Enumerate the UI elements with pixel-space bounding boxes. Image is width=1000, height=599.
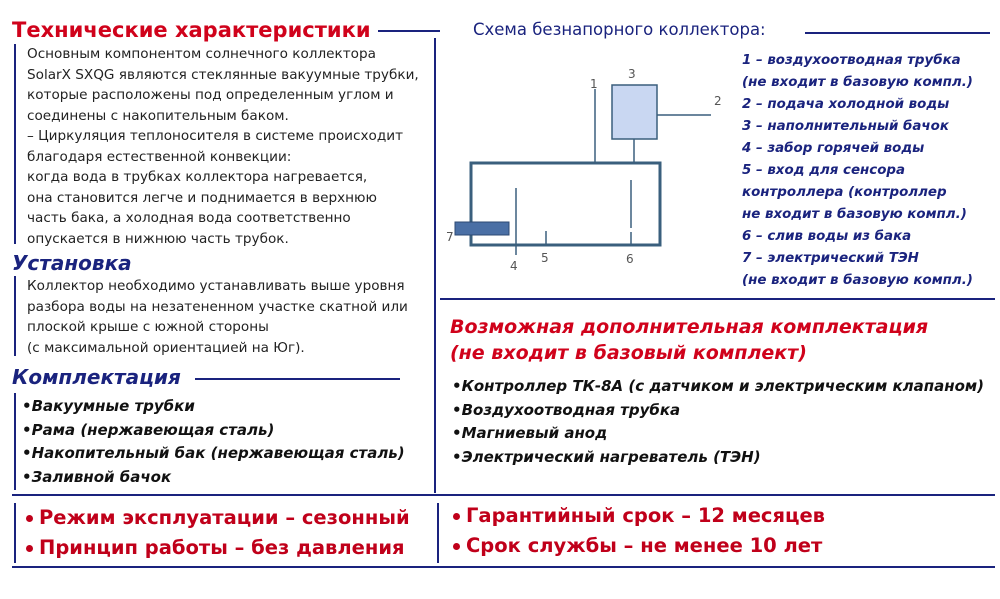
bullet-icon [453,513,460,520]
divider [14,276,16,356]
text-line: плоской крыше с южной стороны [27,319,269,335]
kit-title: Комплектация [12,365,181,389]
footer-item: Срок службы – не менее 10 лет [453,531,825,561]
list-item: •Накопительный бак (нержавеющая сталь) [22,444,405,462]
text-line: когда вода в трубках коллектора нагревается, [27,169,368,185]
footer-item: Принцип работы – без давления [26,533,410,563]
kit-list [22,395,432,489]
list-item: •Вакуумные трубки [22,397,195,415]
bottom-divider [12,566,995,568]
heating-element [455,222,509,235]
footer-right [453,501,825,561]
text-line: – Циркуляция теплоносителя в системе происходит [27,128,403,144]
legend-item: 1 – воздухоотводная трубка [742,53,961,68]
list-item: •Рама (нержавеющая сталь) [22,420,275,439]
extra-title-line: (не входит в базовый комплект) [450,342,807,364]
text-line: SolarX SXQG являются стеклянные вакуумные трубки, [27,66,419,83]
divider [195,378,400,380]
divider [378,30,440,32]
footer-item: Гарантийный срок – 12 месяцев [453,501,825,531]
label-3: 3 [628,67,636,81]
divider [14,393,16,490]
divider [805,32,990,34]
text-line: часть бака, а холодная вода соответственно [27,210,351,226]
tech-description [27,44,437,249]
filler-tank [612,85,657,139]
install-title: Установка [12,251,132,275]
text-line: соединены с накопительным баком. [27,107,289,124]
text-line: благодаря естественной конвекции: [27,148,292,165]
divider [437,503,439,563]
text-line: (с максимальной ориентацией на Юг). [27,339,305,356]
list-item: •Контроллер ТК-8А (с датчиком и электрическим клапаном) [452,377,985,395]
legend-item: не входит в базовую компл.) [742,207,967,222]
bullet-icon [26,515,33,522]
label-6: 6 [626,252,634,266]
legend-item: 2 – подача холодной воды [742,97,950,112]
legend-item: 3 – наполнительный бачок [742,119,949,134]
list-item: •Магниевый анод [452,424,608,442]
footer-item: Режим эксплуатации – сезонный [26,503,410,533]
label-7: 7 [446,230,454,244]
bullet-icon [26,545,33,552]
label-2: 2 [714,94,722,108]
divider [14,503,16,563]
list-item: •Электрический нагреватель (ТЭН) [452,447,761,466]
legend-item: 6 – слив воды из бака [742,229,912,244]
legend-item: 4 – забор горячей воды [742,141,925,156]
label-1: 1 [590,77,598,91]
legend-item: контроллера (контроллер [742,185,947,200]
footer-divider [12,494,995,496]
text-line: Коллектор необходимо устанавливать выше уровня [27,278,405,294]
list-item: •Воздухоотводная трубка [452,400,681,419]
extra-list [452,375,997,469]
text-line: разбора воды на незатененном участке скатной или [27,298,408,315]
scheme-title: Схема безнапорного коллектора: [473,20,766,39]
install-description [27,276,432,358]
legend-item: (не входит в базовую компл.) [742,75,973,90]
extra-title [450,314,928,366]
text-line: Основным компонентом солнечного коллектора [27,46,376,62]
divider [14,44,16,244]
footer-left [26,503,410,563]
tech-title: Технические характеристики [12,18,371,42]
label-4: 4 [510,259,518,273]
divider [440,298,995,300]
legend-item: (не входит в базовую компл.) [742,273,973,288]
bullet-icon [453,543,460,550]
label-5: 5 [541,251,549,265]
extra-title-line: Возможная дополнительная комплектация [450,316,929,338]
text-line: опускается в нижнюю часть трубок. [27,230,289,247]
text-line: она становится легче и поднимается в верхнюю [27,189,377,206]
list-item: •Заливной бачок [22,467,172,486]
scheme-legend [742,50,997,292]
collector-scheme [440,60,730,290]
legend-item: 5 – вход для сенсора [742,163,906,178]
text-line: которые расположены под определенным углом и [27,87,394,103]
legend-item: 7 – электрический ТЭН [742,251,919,266]
